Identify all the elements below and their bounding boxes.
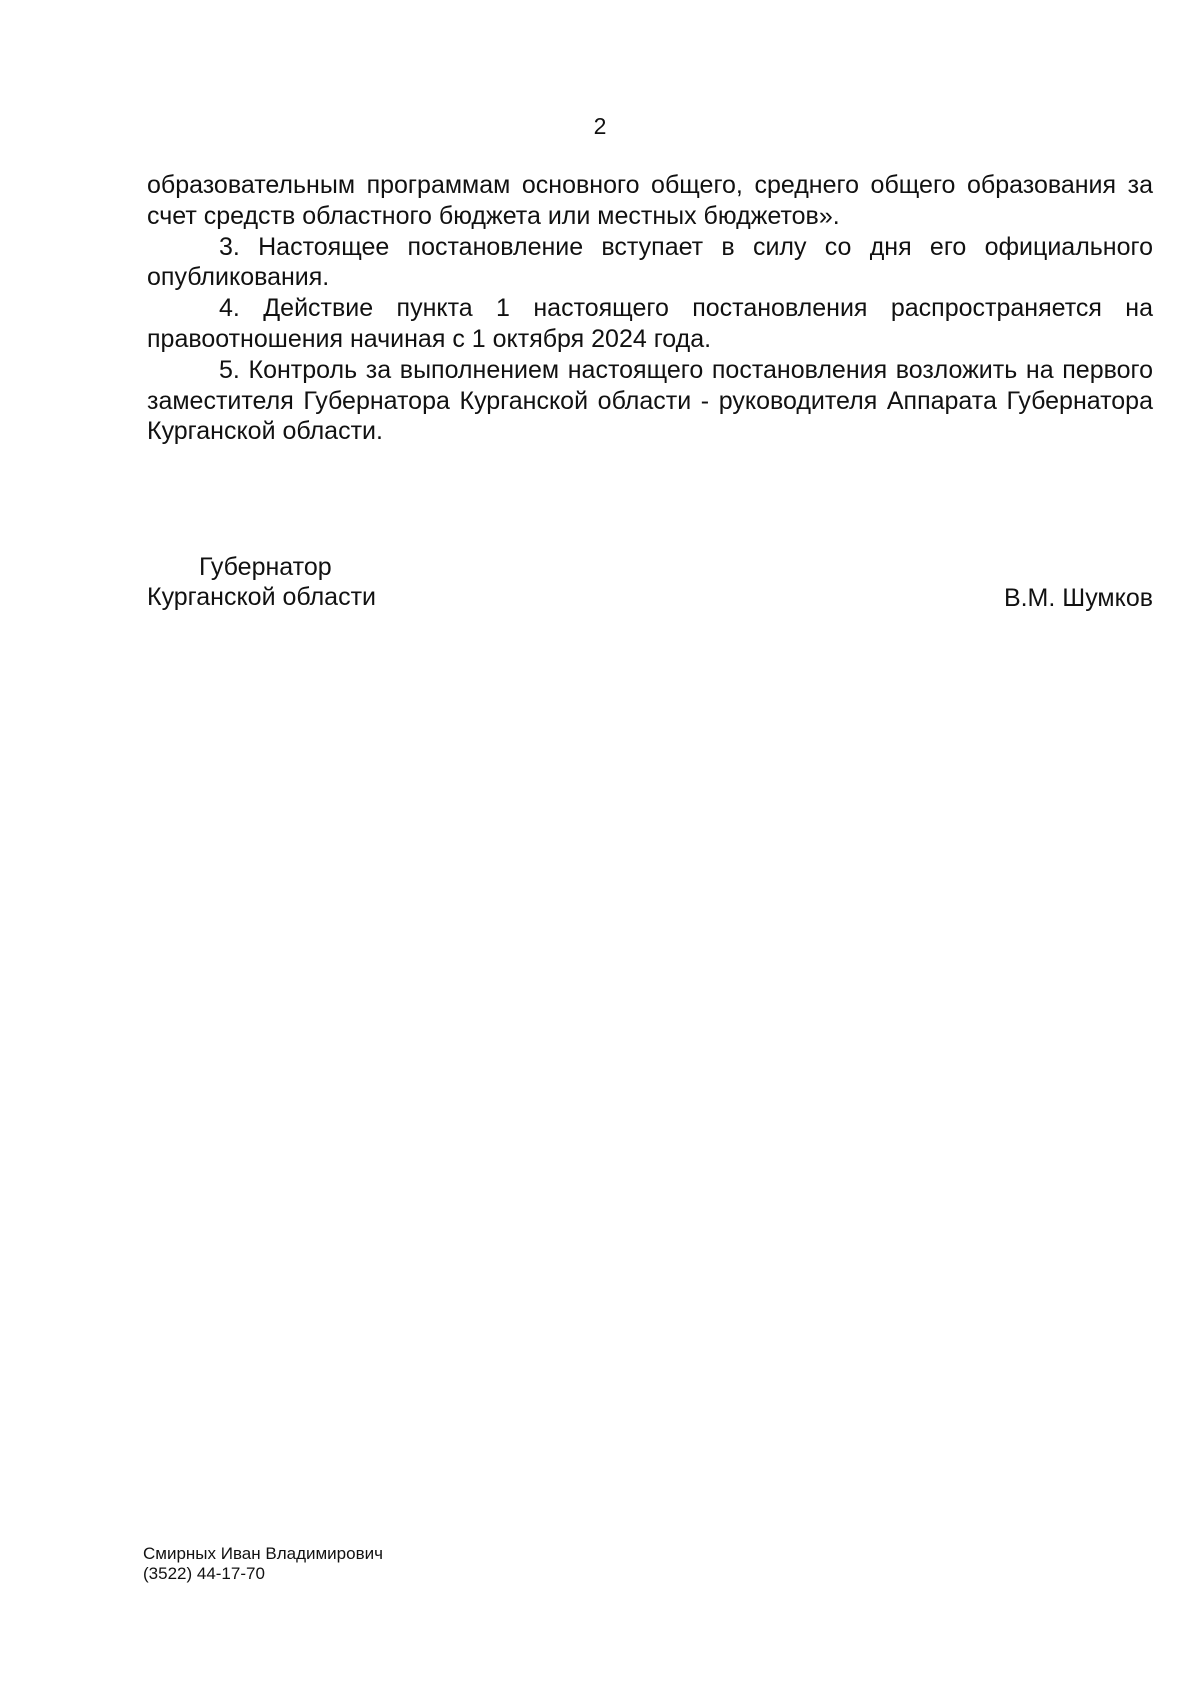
page-number: 2 <box>593 113 607 139</box>
paragraph-continuation: образовательным программам основного общего, среднего общего образования за счет средств областного бюджета или местных бюджетов». <box>147 171 1153 230</box>
executor-name: Смирных Иван Владимирович <box>143 1544 383 1563</box>
signatory-position <box>147 552 376 612</box>
signature-block <box>147 552 1153 616</box>
signatory-position-line-1: Губернатор <box>199 553 332 581</box>
paragraph-item-3: 3. Настоящее постановление вступает в силу со дня его официального опубликования. <box>147 232 1153 292</box>
paragraph-item-4: 4. Действие пункта 1 настоящего постановления распространяется на правоотношения начиная с 1 октября 2024 года. <box>147 294 1153 353</box>
signatory-position-line-2: Курганской области <box>147 583 377 611</box>
executor-info <box>143 1544 383 1584</box>
signatory-name: В.М. Шумков <box>1003 584 1153 612</box>
paragraph-item-5: 5. Контроль за выполнением настоящего постановления возложить на первого заместителя Губернатора Курганской области - руководителя Аппарата Губернатора Курганской области. <box>147 355 1153 446</box>
document-body <box>147 170 1153 447</box>
executor-phone: (3522) 44-17-70 <box>143 1564 265 1583</box>
